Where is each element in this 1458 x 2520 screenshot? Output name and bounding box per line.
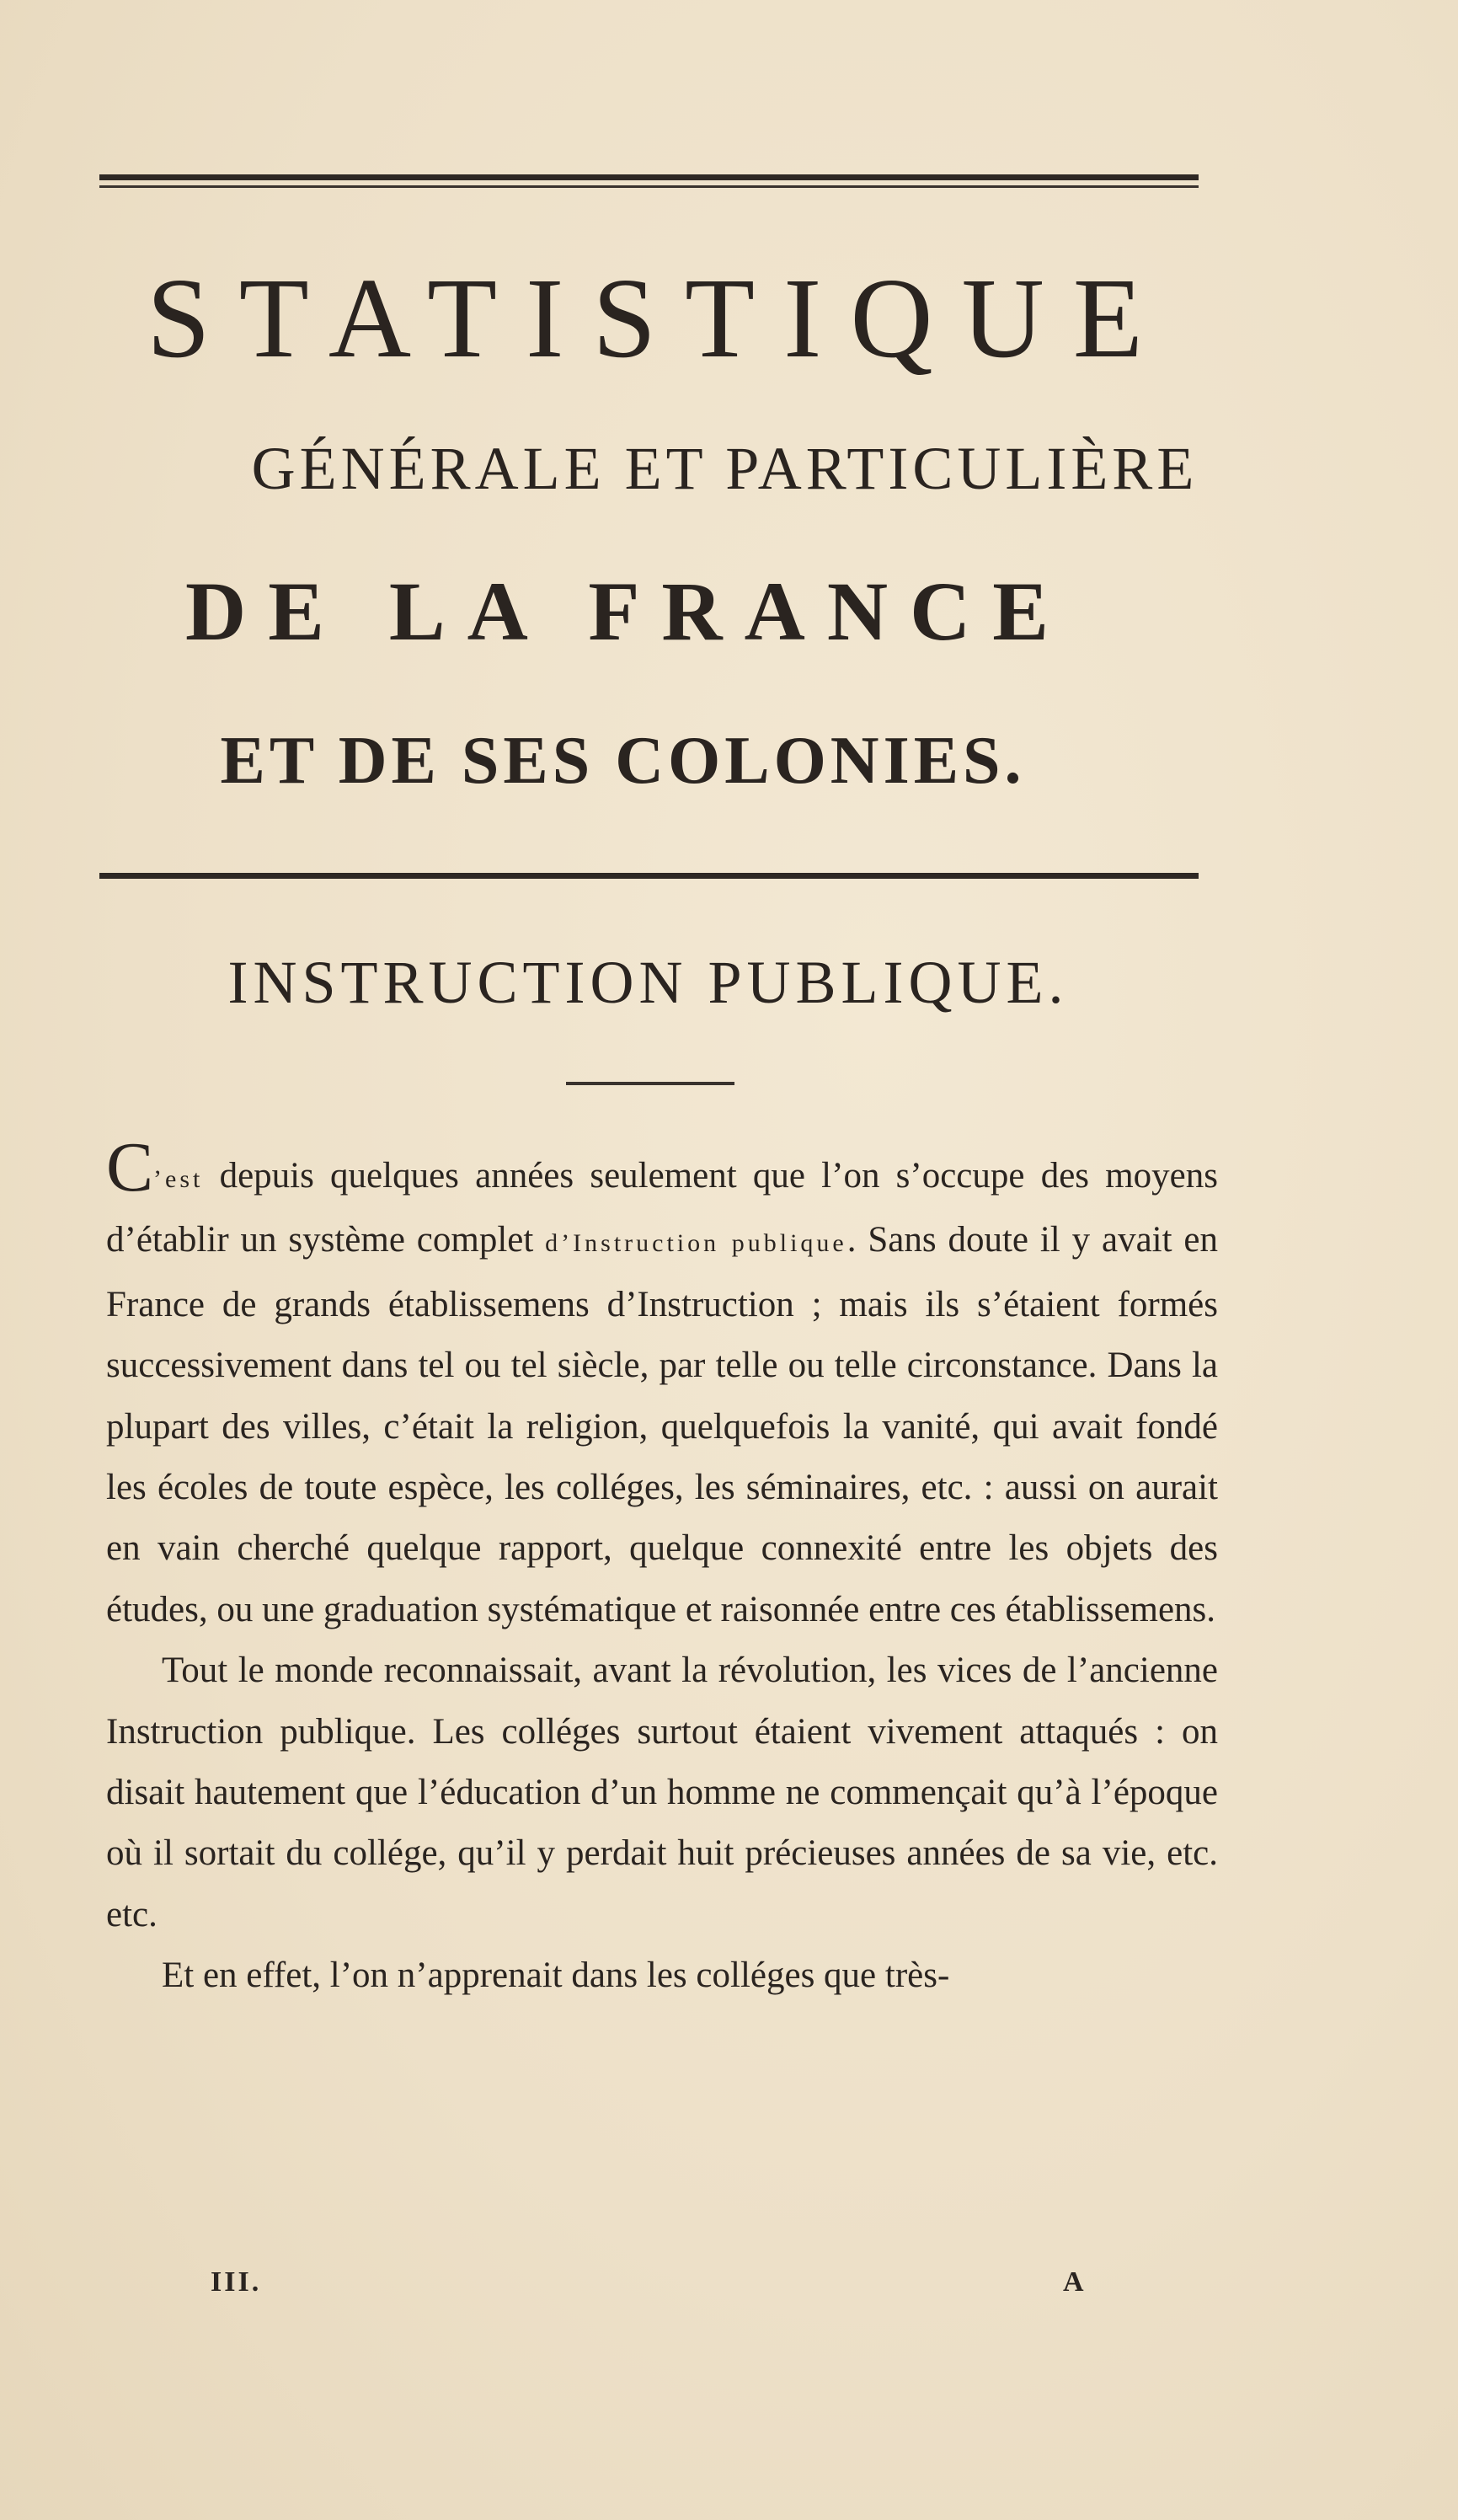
short-ornament-rule (566, 1082, 734, 1085)
title-line-3: DE LA FRANCE (185, 564, 1071, 658)
section-separator-rule (99, 873, 1199, 879)
drop-cap: C (106, 1128, 154, 1206)
section-title: INSTRUCTION PUBLIQUE. (227, 949, 1069, 1016)
paragraph-3: Et en effet, l’on n’apprenait dans les colléges que très- (162, 1956, 950, 1996)
paragraph-1 (106, 1128, 1219, 1640)
title-line-1: STATISTIQUE (147, 255, 1172, 382)
header-double-rule (99, 174, 1199, 191)
title-line-4: ET DE SES COLONIES. (220, 724, 1026, 798)
header-rule-thin (99, 185, 1199, 188)
small-caps-opening: ’est (153, 1165, 204, 1193)
small-caps-term: d’Instruction publique (545, 1229, 847, 1258)
gathering-letter: A (1063, 2266, 1084, 2298)
paragraph-2: Tout le monde reconnaissait, avant la révolution, les vices de l’ancienne Instruction publique. Les colléges surtout étaient vivement attaqués : on disait hautement que l’éducation d’un homme ne commençait qu’à l’époque où il sortait du collége, qu’il y perdait huit précieuses années de sa vie, etc. etc. (106, 1651, 1218, 1934)
signature-mark: III. (211, 2266, 262, 2298)
title-line-2: GÉNÉRALE ET PARTICULIÈRE (251, 435, 1199, 502)
paragraph-1-text-b: . Sans doute il y avait en France de grands établissemens d’Instruction ; mais ils s’étaient formés successivement dans tel ou tel siècle, par telle ou telle circonstance. Dans la plupart des villes, c’était la religion, quelquefois la vanité, qui avait fondé les écoles de toute espèce, les colléges, les séminaires, etc. : aussi on aurait en vain cherché quelque rapport, quelque connexité entre les objets des études, ou une graduation systématique et raisonnée entre ces établissemens. (106, 1220, 1219, 1629)
paragraph-1-text-a: depuis quelques années seulement que l’on s’occupe des moyens d’établir un système complet (106, 1156, 1218, 1260)
body-text (106, 1128, 1219, 2007)
header-rule-thick (99, 174, 1199, 180)
